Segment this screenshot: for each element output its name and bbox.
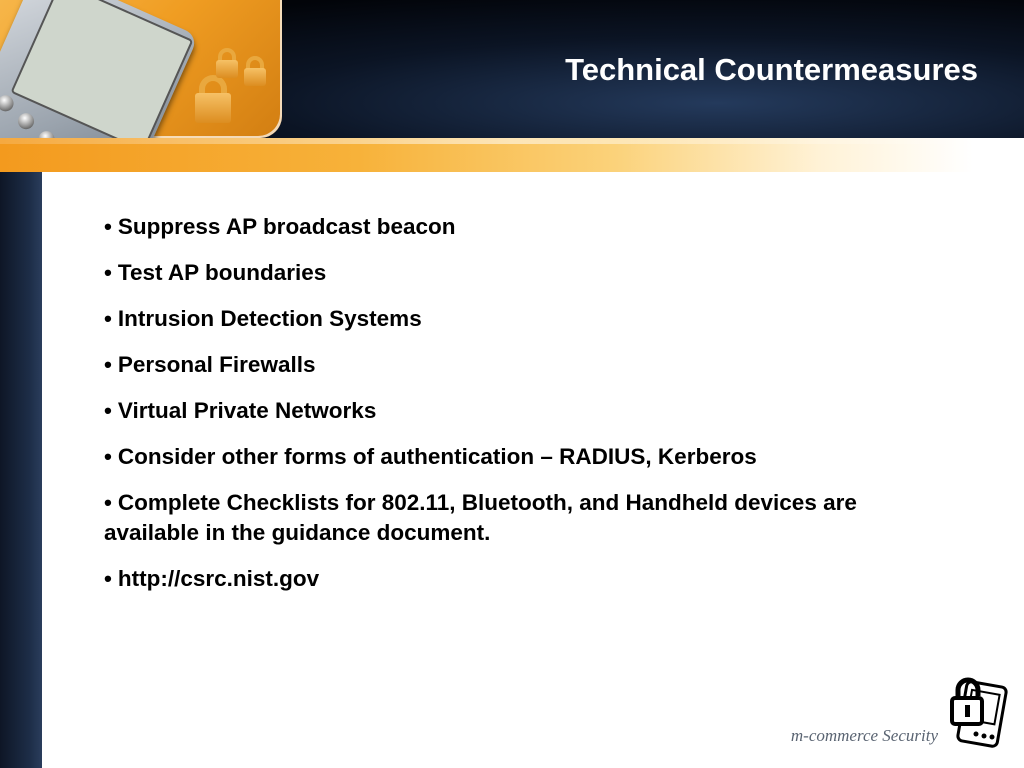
list-item [104, 396, 944, 426]
bullet-symbol: • [104, 490, 112, 515]
bullet-link[interactable]: http://csrc.nist.gov [117, 566, 320, 591]
list-item [104, 350, 944, 380]
list-item [104, 442, 944, 472]
bullet-text: Intrusion Detection Systems [117, 306, 422, 331]
header-accent-band [0, 138, 1024, 172]
lock-on-handheld-icon [946, 674, 1010, 750]
bullet-text: Suppress AP broadcast beacon [117, 214, 456, 239]
bullet-symbol: • [104, 260, 112, 285]
bullet-symbol: • [104, 214, 112, 239]
list-item [104, 488, 944, 548]
list-item [104, 212, 944, 242]
bullet-symbol: • [104, 352, 112, 377]
bullet-symbol: • [104, 398, 112, 423]
list-item [104, 304, 944, 334]
bullet-list [104, 212, 944, 610]
bullet-text: Personal Firewalls [117, 352, 316, 377]
list-item [104, 564, 944, 594]
list-item [104, 258, 944, 288]
bullet-symbol: • [104, 444, 112, 469]
bullet-text: Test AP boundaries [117, 260, 327, 285]
footer-label: m-commerce Security [790, 726, 938, 745]
bullet-symbol: • [104, 306, 112, 331]
left-side-bar [0, 172, 42, 768]
slide-title: Technical Countermeasures [565, 52, 978, 87]
bullet-text: Virtual Private Networks [117, 398, 377, 423]
bullet-text: Consider other forms of authentication – RADIUS, Kerberos [117, 444, 757, 469]
bullet-symbol: • [104, 566, 112, 591]
bullet-text: Complete Checklists for 802.11, Bluetooth, and Handheld devices are available in the guidance document. [104, 490, 857, 545]
header-image-panel [0, 0, 282, 138]
